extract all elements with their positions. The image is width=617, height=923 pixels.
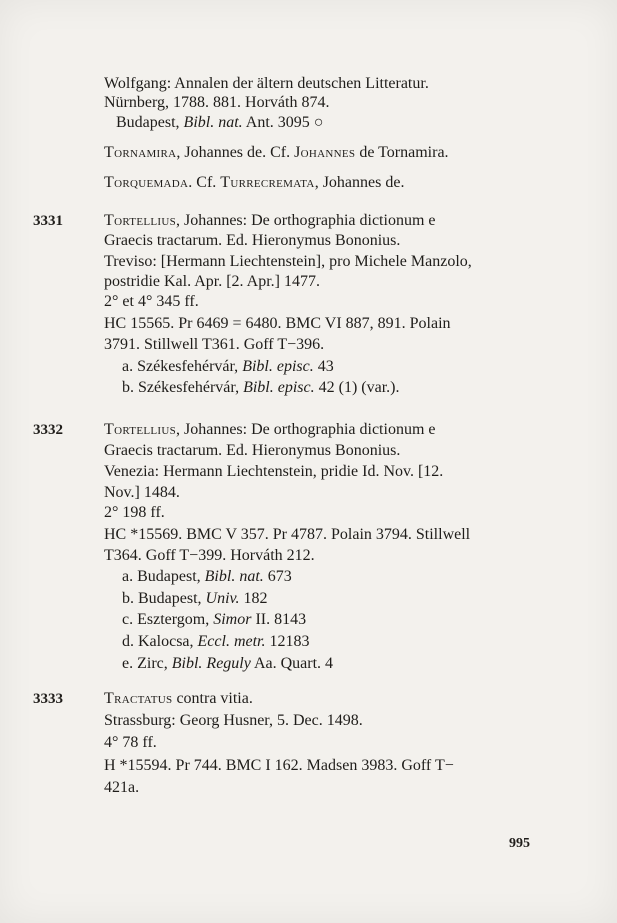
library-name: Bibl. nat.	[204, 568, 264, 585]
entry-3332-format: 2° 198 ff.	[104, 504, 165, 521]
entry-number: 3332	[33, 422, 63, 438]
header-line-3	[116, 113, 547, 133]
library-name: Bibl. episc.	[242, 358, 314, 375]
entry-3333-line-4: H *15594. Pr 744. BMC I 162. Madsen 3983. Goff T−	[104, 757, 454, 774]
entry-3333-format: 4° 78 ff.	[104, 734, 157, 751]
text: 43	[313, 358, 334, 375]
library-name: Bibl. nat.	[183, 114, 243, 131]
copy-item	[122, 378, 547, 398]
crossref-tornamira	[104, 143, 547, 163]
text: d. Kalocsa,	[122, 633, 198, 650]
entry-3333-line-1	[104, 689, 547, 709]
text: a. Székesfehérvár,	[122, 358, 243, 375]
entry-3333-line-5: 421a.	[104, 779, 140, 796]
entry-3332-line-6: HC *15569. BMC V 357. Pr 4787. Polain 3794. Stillwell	[104, 526, 471, 543]
text: , Johannes de. Cf.	[176, 144, 295, 161]
author-name: Tortellius	[104, 421, 176, 438]
author-name: Torquemada	[104, 174, 189, 191]
page-number: 995	[509, 836, 530, 851]
author-name: Tornamira	[104, 144, 177, 161]
crossref-torquemada	[104, 173, 547, 193]
entry-3331-line-3: Treviso: [Hermann Liechtenstein], pro Michele Manzolo,	[104, 253, 472, 270]
entry-3331-line-2: Graecis tractarum. Ed. Hieronymus Bononius.	[104, 232, 401, 249]
library-name: Univ.	[205, 590, 240, 607]
text: c. Esztergom,	[122, 611, 214, 628]
entry-3332-line-1	[104, 420, 547, 440]
entry-3331-line-1	[104, 211, 547, 231]
text: a. Budapest,	[122, 568, 205, 585]
entry-3332-line-3: Venezia: Hermann Liechtenstein, pridie Id. Nov. [12.	[104, 463, 444, 480]
text: e. Zirc,	[122, 655, 172, 672]
entry-3331-line-6: HC 15565. Pr 6469 = 6480. BMC VI 887, 891. Polain	[104, 315, 451, 332]
text: 182	[239, 590, 268, 607]
library-name: Bibl. Reguly	[171, 655, 251, 672]
copy-item	[122, 632, 547, 652]
header-line-1: Wolfgang: Annalen der ältern deutschen Litteratur.	[104, 75, 429, 92]
entry-number: 3333	[33, 691, 63, 707]
text: II. 8143	[251, 611, 307, 628]
text: . Cf.	[188, 174, 221, 191]
text: b. Székesfehérvár,	[122, 379, 244, 396]
author-name: Tortellius	[104, 212, 176, 229]
copy-item	[122, 610, 547, 630]
entry-3331-line-7: 3791. Stillwell T361. Goff T−396.	[104, 336, 325, 353]
copy-item	[122, 357, 547, 377]
text: 673	[263, 568, 292, 585]
author-name: Turrecremata	[220, 174, 315, 191]
author-name: Johannes	[294, 144, 356, 161]
author-name: Tractatus	[104, 690, 173, 707]
library-name: Eccl. metr.	[197, 633, 266, 650]
entry-3331-format: 2° et 4° 345 ff.	[104, 293, 199, 310]
text: , Johannes: De orthographia dictionum e	[176, 212, 436, 229]
copy-item	[122, 589, 547, 609]
entry-3332-line-7: T364. Goff T−399. Horváth 212.	[104, 547, 315, 564]
entry-3333-line-2: Strassburg: Georg Husner, 5. Dec. 1498.	[104, 712, 363, 729]
copy-item	[122, 654, 547, 674]
entry-3332-line-2: Graecis tractarum. Ed. Hieronymus Bononius.	[104, 442, 401, 459]
copy-item	[122, 567, 547, 587]
entry-3332-line-4: Nov.] 1484.	[104, 484, 180, 501]
text: b. Budapest,	[122, 590, 206, 607]
text: Ant. 3095 ○	[242, 114, 324, 131]
library-name: Simor	[213, 611, 252, 628]
text: , Johannes: De orthographia dictionum e	[176, 421, 436, 438]
library-name: Bibl. episc.	[243, 379, 315, 396]
entry-3331-line-4: postridie Kal. Apr. [2. Apr.] 1477.	[104, 273, 320, 290]
text: 12183	[265, 633, 310, 650]
text: de Tornamira.	[355, 144, 449, 161]
entry-number: 3331	[33, 213, 63, 229]
text: , Johannes de.	[314, 174, 405, 191]
header-line-2: Nürnberg, 1788. 881. Horváth 874.	[104, 94, 330, 111]
text: Budapest,	[116, 114, 184, 131]
text: 42 (1) (var.).	[314, 379, 400, 396]
text: Aa. Quart. 4	[250, 655, 334, 672]
text: contra vitia.	[172, 690, 253, 707]
